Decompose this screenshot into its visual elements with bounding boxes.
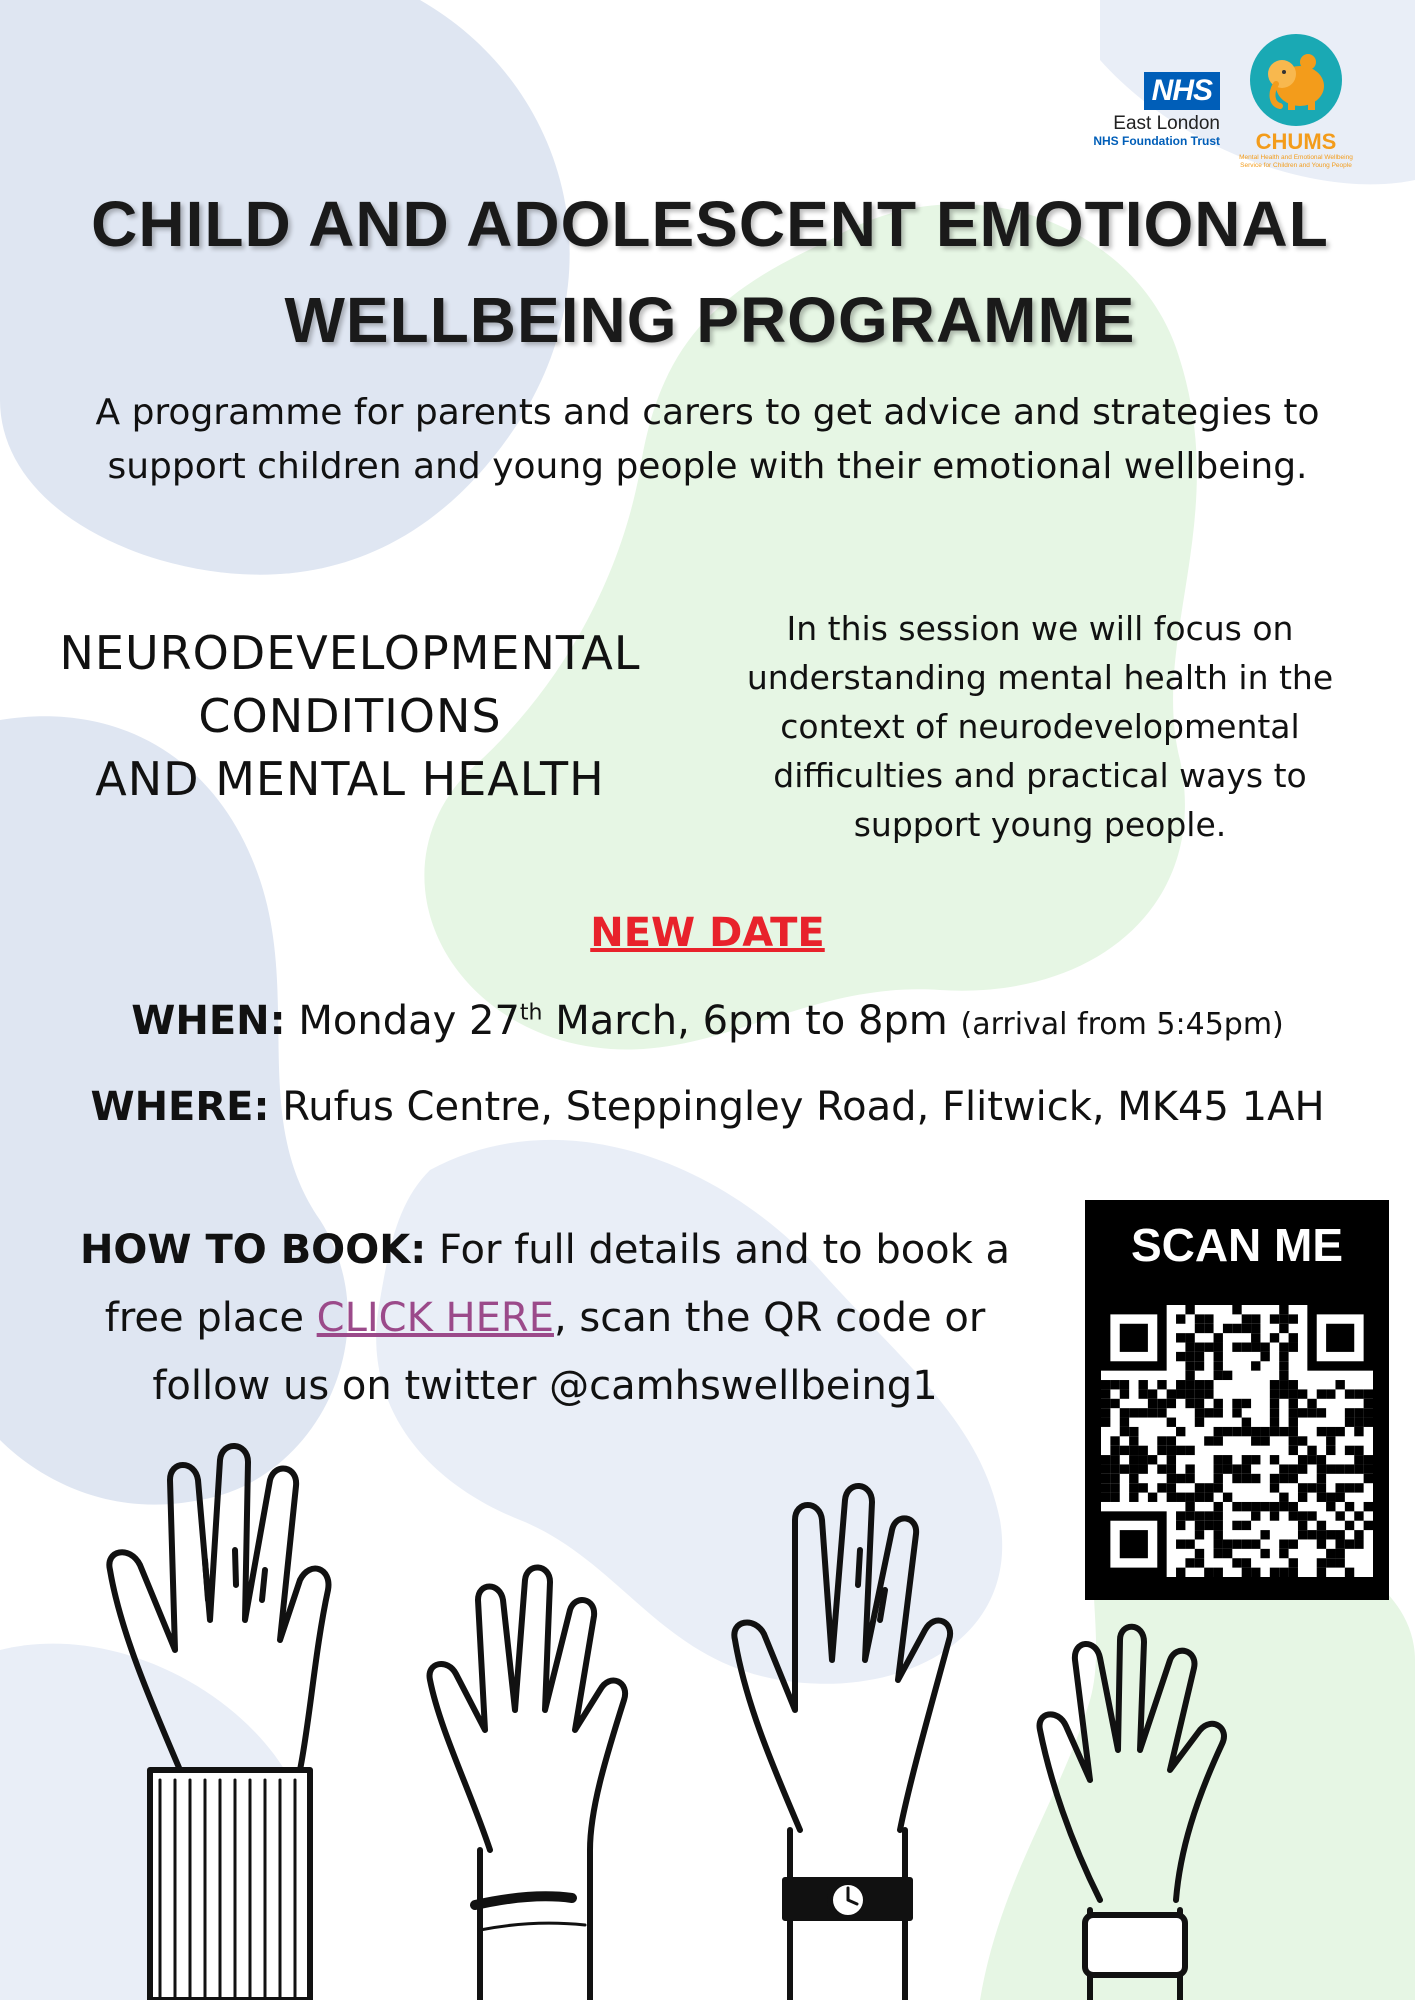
intro-text (40, 386, 1375, 494)
how-to-book-text-2a: free place (104, 1295, 304, 1341)
raised-hand-3 (734, 1486, 950, 2000)
when-time: March, 6pm to 8pm (555, 998, 948, 1044)
scan-me-label: SCAN ME (1130, 1219, 1344, 1271)
intro-line-2: support children and young people with their emotional wellbeing. (107, 446, 1308, 487)
elephant-icon (1248, 32, 1344, 128)
when-label: WHEN: (131, 998, 286, 1044)
session-topic (30, 622, 670, 811)
focus-line-2: understanding mental health in the (746, 658, 1334, 697)
how-to-book-text-2b: , scan the QR code or (553, 1295, 986, 1341)
intro-line-1: A programme for parents and carers to get advice and strategies to (95, 392, 1320, 433)
how-to-book-text-1: For full details and to book a (438, 1227, 1011, 1273)
when-arrival: (arrival from 5:45pm) (960, 1007, 1284, 1042)
when-line (0, 998, 1415, 1044)
when-day-suffix: th (519, 1000, 543, 1026)
nhs-org-name: East London (1113, 113, 1220, 134)
title-line-1: CHILD AND ADOLESCENT EMOTIONAL (91, 188, 1329, 260)
how-to-book-text-3: follow us on twitter @camhswellbeing1 (152, 1363, 938, 1409)
topic-line-1: NEURODEVELOPMENTAL (59, 626, 641, 680)
how-to-book-label: HOW TO BOOK: (79, 1227, 427, 1273)
when-day: Monday 27 (298, 998, 520, 1044)
new-date-heading: NEW DATE (590, 910, 825, 956)
topic-line-3: AND MENTAL HEALTH (95, 752, 605, 806)
focus-line-5: support young people. (853, 805, 1227, 844)
focus-line-3: context of neurodevelopmental (780, 707, 1300, 746)
click-here-link[interactable]: CLICK HERE (316, 1295, 554, 1341)
chums-tagline: Mental Health and Emotional Wellbeing Service for Children and Young People (1239, 154, 1353, 169)
chums-name: CHUMS (1255, 129, 1337, 154)
where-value: Rufus Centre, Steppingley Road, Flitwick, MK45 1AH (282, 1084, 1325, 1130)
page-title (60, 176, 1360, 368)
nhs-logo (1060, 72, 1220, 148)
where-label: WHERE: (90, 1084, 270, 1130)
raised-hands-illustration (0, 1400, 1415, 2000)
nhs-badge: NHS (1144, 72, 1220, 110)
nhs-trust-name: NHS Foundation Trust (1093, 134, 1220, 148)
title-line-2: WELLBEING PROGRAMME (284, 284, 1136, 356)
raised-hand-4 (1040, 1627, 1224, 2000)
raised-hand-2 (430, 1567, 626, 2000)
session-description (720, 604, 1360, 849)
chums-logo (1236, 32, 1356, 170)
raised-hand-1 (109, 1446, 328, 2000)
focus-line-4: difficulties and practical ways to (773, 756, 1307, 795)
where-line (0, 1084, 1415, 1130)
topic-line-2: CONDITIONS (198, 689, 502, 743)
how-to-book (55, 1216, 1035, 1420)
focus-line-1: In this session we will focus on (786, 609, 1294, 648)
